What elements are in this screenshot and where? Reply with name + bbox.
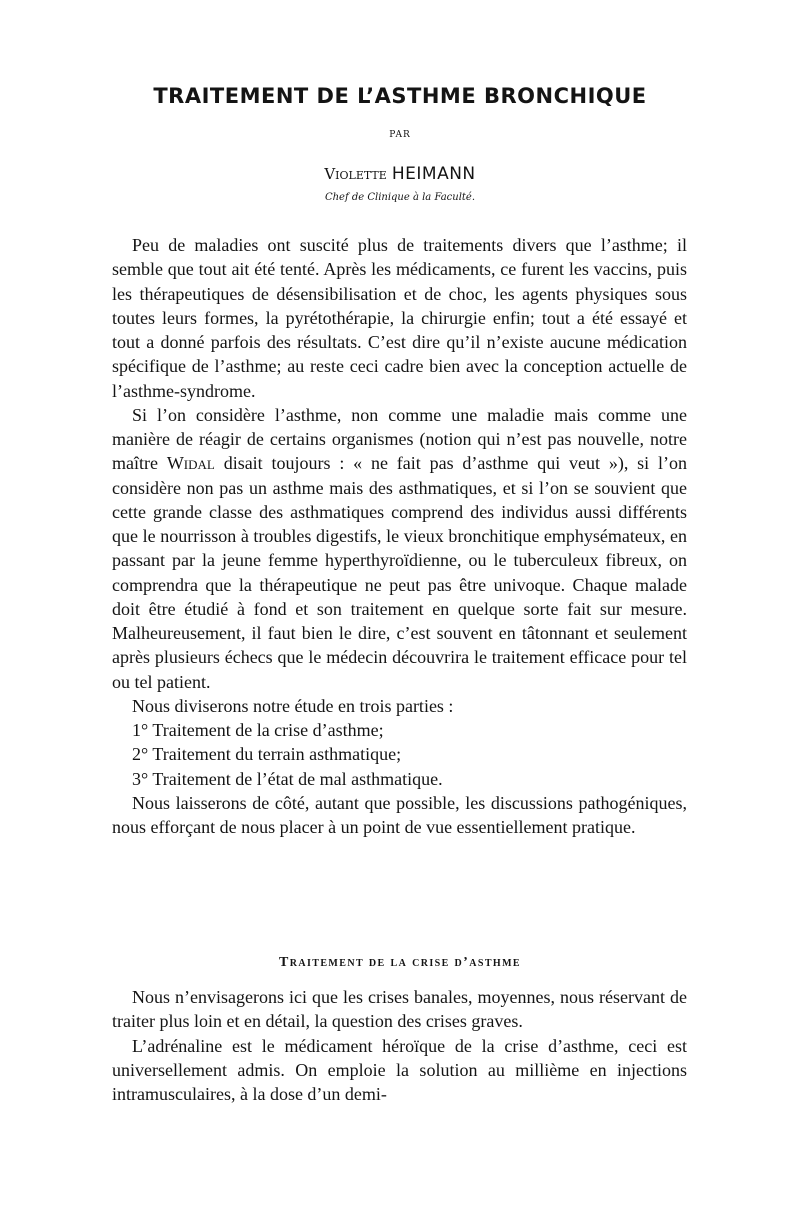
plan-item: 1° Traitement de la crise d’asthme; bbox=[132, 720, 384, 740]
author-first-name: Violette bbox=[324, 165, 387, 183]
paragraph bbox=[112, 403, 687, 694]
paragraph-text: Si l’on considère l’asthme, non comme une maladie mais comme une manière de réagir de certains organismes (notion qui n’est pas nouvelle, notre maître bbox=[112, 404, 687, 474]
plan-intro: Nous diviserons notre étude en trois parties : bbox=[132, 695, 454, 716]
paragraph: L’adrénaline est le médicament héroïque de la crise d’asthme, ceci est universellement admis. On emploie la solution au millième en injections intramusculaires, à la dose d’un demi- bbox=[112, 1035, 687, 1104]
article-title: TRAITEMENT DE L’ASTHME BRONCHIQUE bbox=[153, 84, 647, 108]
by-label: PAR bbox=[389, 130, 411, 140]
cited-name: Widal bbox=[166, 453, 215, 474]
body-text bbox=[112, 233, 687, 839]
paragraph: Peu de maladies ont suscité plus de traitements divers que l’asthme; il semble que tout ait été tenté. Après les médicaments, ce furent les vaccins, puis les thérapeutiques de désensibilisation et de choc, les agents physiques sous toutes leurs formes, la pyrétothérapie, la chirurgie enfin; tout a été essayé et tout a donné parfois des résultats. C’est dire qu’il n’existe aucune médication spécifique de l’asthme; au reste ceci cadre bien avec la conception actuelle de l’asthme-syndrome. bbox=[112, 235, 687, 401]
paragraph: Nous n’envisagerons ici que les crises banales, moyennes, nous réservant de traiter plus loin et en détail, la question des crises graves. bbox=[112, 987, 687, 1032]
section-body-text bbox=[112, 985, 687, 1106]
author-affiliation: Chef de Clinique à la Faculté. bbox=[324, 192, 476, 203]
paragraph-text: disait toujours : « ne fait pas d’asthme qui veut »), si l’on considère non pas un asthme mais des asthmatiques, et si l’on se souvient que cette grande classe des asthmatiques comprend des individus aussi différents que le nourrisson à troubles digestifs, le vieux bronchitique emphysémateux, en passant par la jeune femme hyperthyroïdienne, ou le tuberculeux fibreux, on comprendra que la thérapeutique ne peut pas être univoque. Chaque malade doit être étudié à fond et son traitement en quelque sorte fait sur mesure. Malheureusement, il faut bien le dire, c’est souvent en tâtonnant et seulement après plusieurs échecs que le médecin découvrira le traitement efficace pour tel ou tel patient. bbox=[112, 453, 688, 692]
paragraph: Nous laisserons de côté, autant que possible, les discussions pathogéniques, nous efforçant de nous placer à un point de vue essentiellement pratique. bbox=[112, 792, 687, 837]
section-heading: Traitement de la crise d’asthme bbox=[279, 955, 521, 970]
plan-item: 3° Traitement de l’état de mal asthmatique. bbox=[132, 768, 443, 789]
plan-item: 2° Traitement du terrain asthmatique; bbox=[132, 744, 402, 765]
author-last-name: HEIMANN bbox=[391, 164, 476, 184]
author-name bbox=[0, 164, 800, 184]
